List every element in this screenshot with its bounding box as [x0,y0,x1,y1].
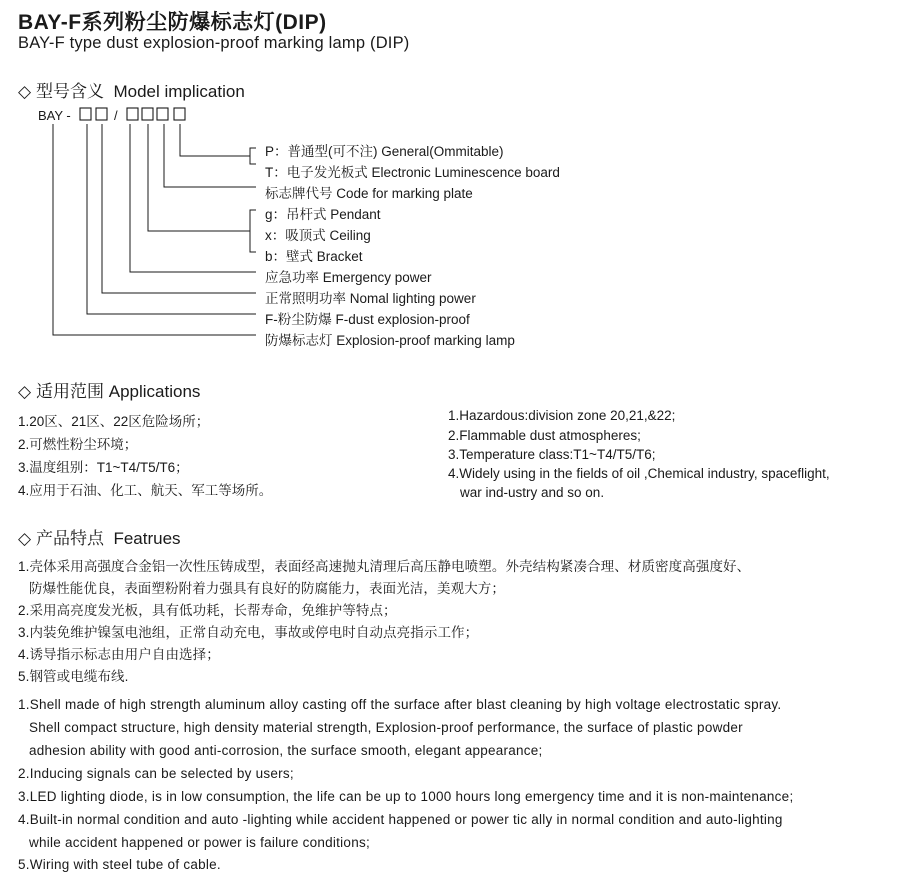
application-en-item: 1.Hazardous:division zone 20,21,&22; [448,408,676,423]
feature-en-item-cont: while accident happened or power is failure conditions; [29,835,370,850]
model-code-prefix: BAY - [38,108,71,123]
page-title: BAY-F系列粉尘防爆标志灯(DIP) [18,11,327,34]
feature-cn-item: 1.壳体采用高强度合金铝一次性压铸成型，表面经高速抛丸清理后高压静电喷塑。外壳结构紧凑合理、材质密度高强度好、 [18,559,751,574]
code-box-power-normal [80,108,91,120]
page-subtitle: BAY-F type dust explosion-proof marking lamp (DIP) [18,34,410,52]
section-heading-features [18,524,181,549]
application-en-item-cont: war ind-ustry and so on. [460,485,605,500]
section-heading-applications-cn: 适用范围 [36,382,104,401]
application-en-item: 3.Temperature class:T1~T4/T5/T6; [448,447,656,462]
application-en-item: 4.Widely using in the fields of oil ,Chemical industry, spaceflight, [448,466,830,481]
section-heading-model-en: Model implication [113,82,245,101]
model-item-plate: 标志牌代号 Code for marking plate [265,186,473,201]
diamond-outline-icon: ◇ [18,82,32,101]
section-heading-applications-en: Applications [108,382,201,401]
diamond-outline-icon: ◇ [18,382,32,401]
feature-cn-item: 5.钢管或电缆布线. [18,669,129,684]
model-item-b: b：壁式 Bracket [265,249,363,264]
model-item-g: g：吊杆式 Pendant [265,207,381,222]
application-cn-item: 1.20区、21区、22区危险场所； [18,414,210,429]
section-heading-model-cn: 型号含义 [36,82,104,101]
application-en-item: 2.Flammable dust atmospheres; [448,428,641,443]
feature-en-item: 3.LED lighting diode, is in low consumption, the life can be up to 1000 hours long emergency time and it is non-maintenance; [18,789,794,804]
feature-en-item: 1.Shell made of high strength aluminum alloy casting off the surface after blast cleaning by high voltage electrostatic spray. [18,697,782,712]
model-item-lamp: 防爆标志灯 Explosion-proof marking lamp [265,333,515,348]
code-box-type [157,108,168,120]
feature-en-item: 4.Built-in normal condition and auto -lighting while accident happened or power tic ally in normal condition and auto-lighting [18,812,783,827]
feature-en-item: 5.Wiring with steel tube of cable. [18,857,221,872]
feature-en-item-cont: adhesion ability with good anti-corrosion, the surface smooth, elegant appearance; [29,743,543,758]
section-heading-applications [18,377,200,402]
code-box-plate [142,108,153,120]
section-heading-features-en: Featrues [113,529,181,548]
code-box-extra [174,108,185,120]
section-heading-features-cn: 产品特点 [36,529,104,548]
feature-cn-item: 2.采用高亮度发光板，具有低功耗，长帮寿命，免维护等特点； [18,603,397,618]
model-item-p: P：普通型(可不注) General(Ommitable) [265,144,504,159]
feature-en-item-cont: Shell compact structure, high density material strength, Explosion-proof performance, the surface of plastic powder [29,720,743,735]
model-item-f: F-粉尘防爆 F-dust explosion-proof [265,312,470,327]
feature-cn-item: 4.诱导指示标志由用户自由选择； [18,647,220,662]
feature-en-item: 2.Inducing signals can be selected by users; [18,766,294,781]
model-item-t: T：电子发光板式 Electronic Luminescence board [265,165,560,180]
model-code-separator: / [114,108,118,123]
model-item-x: x：吸顶式 Ceiling [265,228,371,243]
diamond-outline-icon: ◇ [18,529,32,548]
model-item-emergency: 应急功率 Emergency power [265,270,432,285]
model-item-normal: 正常照明功率 Nomal lighting power [265,291,476,306]
feature-cn-item: 3.内装免维护镍氢电池组，正常自动充电，事故或停电时自动点亮指示工作； [18,625,479,640]
code-box-power-emergency [96,108,107,120]
feature-cn-item-cont: 防爆性能优良，表面塑粉附着力强具有良好的防腐能力，表面光洁，美观大方； [29,581,505,596]
application-cn-item: 3.温度组别：T1~T4/T5/T6； [18,460,189,475]
application-cn-item: 4.应用于石油、化工、航天、军工等场所。 [18,483,273,498]
code-box-mount [127,108,138,120]
application-cn-item: 2.可燃性粉尘环境； [18,437,138,452]
